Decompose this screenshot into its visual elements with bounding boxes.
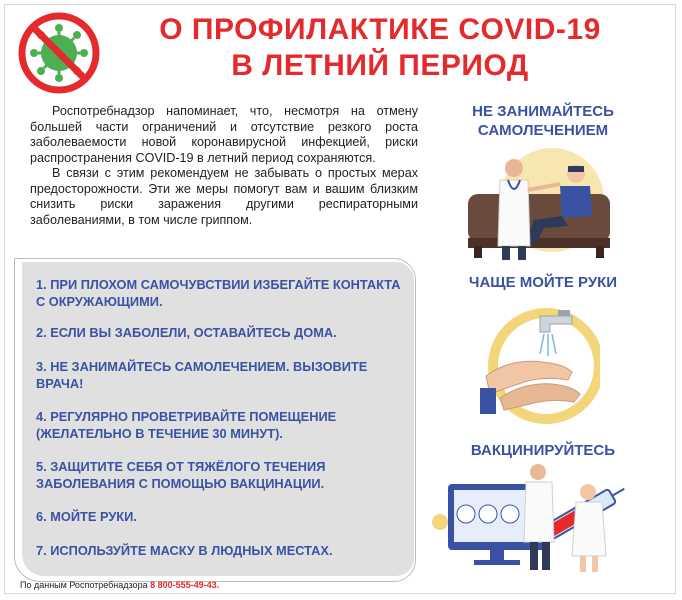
intro-paragraph-2: В связи с этим рекомендуем не забывать о простых мерах предосторожности. Эти же меры помогут вам и вашим близким снизить риски заражения другими респираторными заболеваниями, в том числе гриппом. <box>30 166 418 227</box>
footer-phone: 8 800-555-49-43. <box>150 580 220 590</box>
tip-item-5: 5. ЗАЩИТИТЕ СЕБЯ ОТ ТЯЖЁЛОГО ТЕЧЕНИЯ ЗАБОЛЕВАНИЯ С ПОМОЩЬЮ ВАКЦИНАЦИИ. <box>36 459 326 491</box>
vaccination-illustration <box>430 462 630 574</box>
title-line-1: О ПРОФИЛАКТИКЕ COVID-19 <box>159 13 601 46</box>
intro-text <box>30 104 418 228</box>
page-title <box>110 12 650 84</box>
heading-no-self-treatment: НЕ ЗАНИМАЙТЕСЬ САМОЛЕЧЕНИЕМ <box>472 103 614 139</box>
hand-washing-illustration <box>480 302 600 430</box>
footer-source <box>20 580 219 590</box>
tips-panel <box>22 262 414 576</box>
tip-item-7: 7. ИСПОЛЬЗУЙТЕ МАСКУ В ЛЮДНЫХ МЕСТАХ. <box>36 543 333 558</box>
title-line-2: В ЛЕТНИЙ ПЕРИОД <box>231 49 529 82</box>
tip-item-4: 4. РЕГУЛЯРНО ПРОВЕТРИВАЙТЕ ПОМЕЩЕНИЕ (ЖЕЛАТЕЛЬНО В ТЕЧЕНИЕ 30 МИНУТ). <box>36 409 337 441</box>
heading-vaccinate: ВАКЦИНИРУЙТЕСЬ <box>470 442 616 459</box>
footer-source-text: По данным Роспотребнадзора <box>20 580 148 590</box>
doctor-patient-illustration <box>464 146 614 264</box>
tip-item-1: 1. ПРИ ПЛОХОМ САМОЧУВСТВИИ ИЗБЕГАЙТЕ КОНТАКТА С ОКРУЖАЮЩИМИ. <box>36 277 401 309</box>
virus-prohibited-icon <box>16 10 102 96</box>
tip-item-2: 2. ЕСЛИ ВЫ ЗАБОЛЕЛИ, ОСТАВАЙТЕСЬ ДОМА. <box>36 325 337 340</box>
tip-item-3: 3. НЕ ЗАНИМАЙТЕСЬ САМОЛЕЧЕНИЕМ. ВЫЗОВИТЕ ВРАЧА! <box>36 359 368 391</box>
heading-wash-hands: ЧАЩЕ МОЙТЕ РУКИ <box>468 274 618 291</box>
intro-paragraph-1: Роспотребнадзор напоминает, что, несмотря на отмену большей части ограничений и отсутствие резкого роста заболеваемости новой коронавирусной инфекцией, риски распространения COVID-19 в летний период сохраняются. <box>30 104 418 165</box>
tip-item-6: 6. МОЙТЕ РУКИ. <box>36 509 137 524</box>
